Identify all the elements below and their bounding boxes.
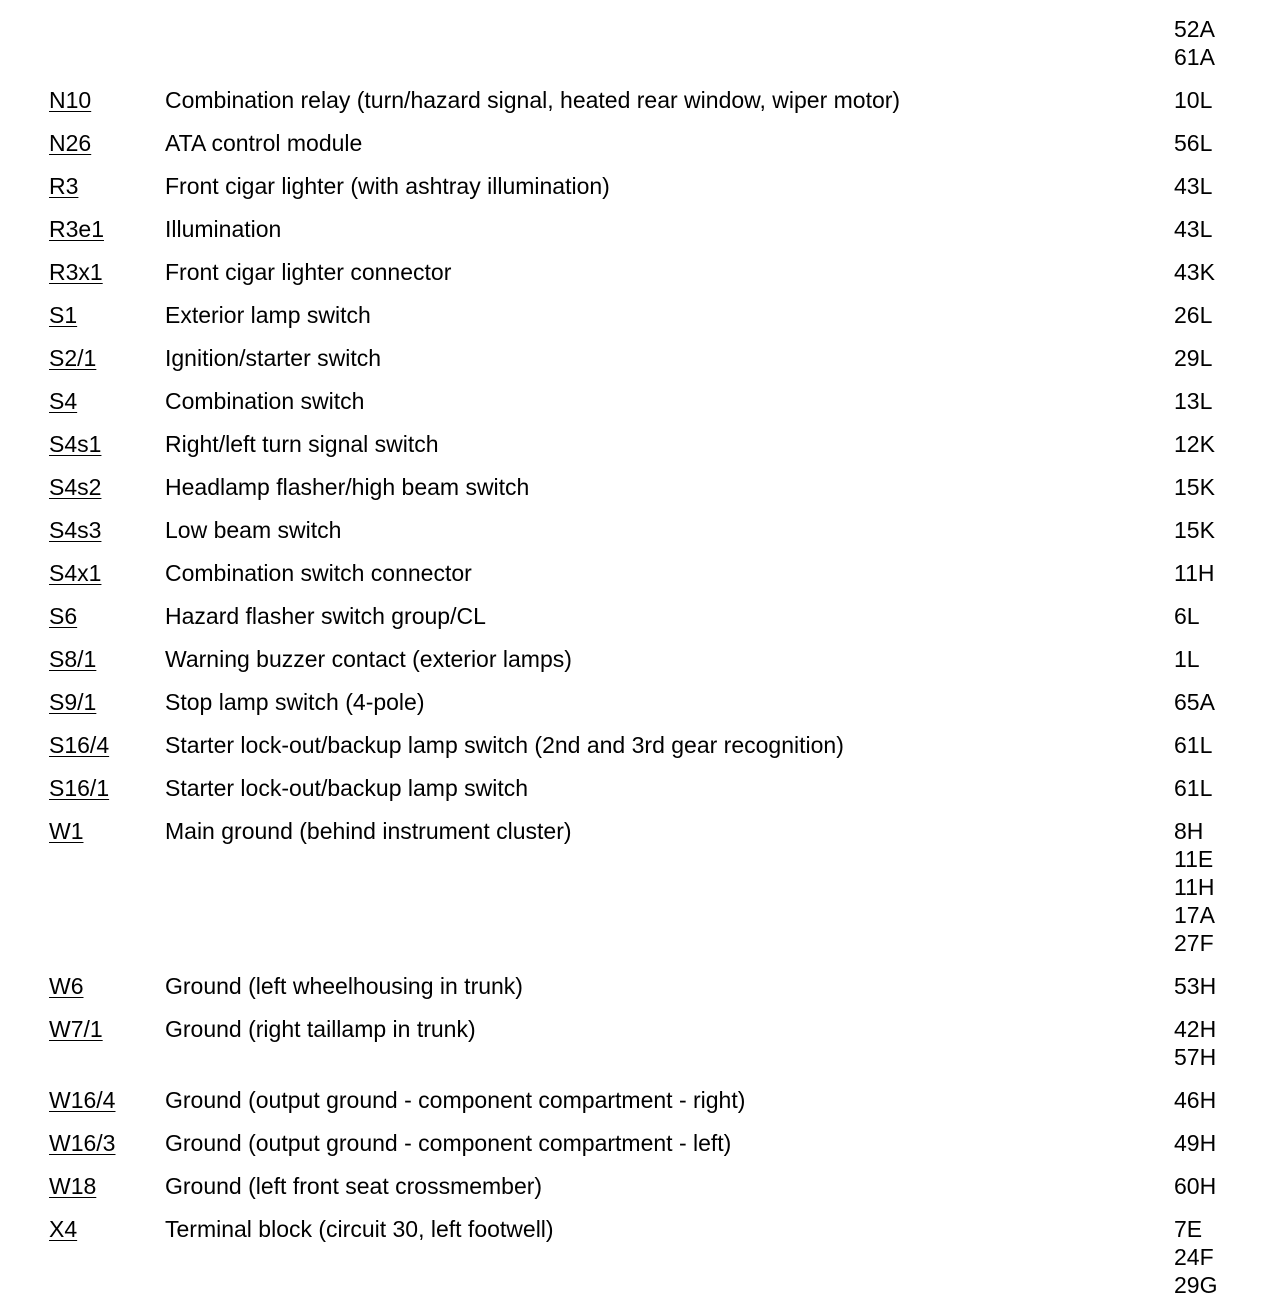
grid-refs bbox=[1174, 1129, 1264, 1157]
grid-ref: 43K bbox=[1174, 259, 1215, 285]
legend-row bbox=[0, 1172, 1280, 1200]
component-code: W18 bbox=[49, 1173, 97, 1199]
grid-refs bbox=[1174, 516, 1264, 544]
legend-row bbox=[0, 387, 1280, 415]
grid-ref: 61L bbox=[1174, 775, 1213, 801]
legend-row bbox=[0, 1129, 1280, 1157]
component-code: X4 bbox=[49, 1216, 78, 1242]
continued-refs-row bbox=[0, 15, 1280, 71]
grid-ref: 6L bbox=[1174, 603, 1200, 629]
component-code: S4s3 bbox=[49, 517, 102, 543]
legend-row bbox=[0, 972, 1280, 1000]
grid-refs bbox=[1174, 1015, 1264, 1071]
grid-refs bbox=[1174, 258, 1264, 286]
component-code: S8/1 bbox=[49, 646, 97, 672]
grid-refs bbox=[1174, 731, 1264, 759]
grid-ref: 11H bbox=[1174, 560, 1215, 586]
component-code: S9/1 bbox=[49, 689, 97, 715]
grid-refs bbox=[1174, 602, 1264, 630]
legend-rows bbox=[0, 86, 1280, 1299]
grid-ref: 13L bbox=[1174, 388, 1213, 414]
legend-row bbox=[0, 1015, 1280, 1071]
legend-row bbox=[0, 602, 1280, 630]
component-code: S1 bbox=[49, 302, 78, 328]
component-code: W16/3 bbox=[49, 1130, 116, 1156]
grid-ref: 56L bbox=[1174, 130, 1213, 156]
component-description: Ground (right taillamp in trunk) bbox=[165, 1016, 476, 1042]
grid-refs bbox=[1174, 86, 1264, 114]
component-legend bbox=[0, 15, 1280, 1314]
component-code: S4s2 bbox=[49, 474, 102, 500]
component-code: S4s1 bbox=[49, 431, 102, 457]
component-description: Headlamp flasher/high beam switch bbox=[165, 474, 530, 500]
grid-ref: 60H bbox=[1174, 1173, 1217, 1199]
legend-row bbox=[0, 559, 1280, 587]
grid-ref: 57H bbox=[1174, 1044, 1217, 1070]
grid-ref: 43L bbox=[1174, 216, 1213, 242]
component-code: N10 bbox=[49, 87, 92, 113]
component-code: S4x1 bbox=[49, 560, 102, 586]
legend-row bbox=[0, 473, 1280, 501]
grid-ref: 49H bbox=[1174, 1130, 1217, 1156]
grid-ref: 1L bbox=[1174, 646, 1200, 672]
grid-refs bbox=[1174, 15, 1264, 71]
legend-row bbox=[0, 688, 1280, 716]
component-description: Terminal block (circuit 30, left footwell) bbox=[165, 1216, 554, 1242]
grid-refs bbox=[1174, 559, 1264, 587]
grid-refs bbox=[1174, 817, 1264, 957]
grid-ref: 15K bbox=[1174, 474, 1215, 500]
legend-row bbox=[0, 731, 1280, 759]
grid-ref: 61A bbox=[1174, 44, 1215, 70]
grid-ref: 26L bbox=[1174, 302, 1213, 328]
grid-refs bbox=[1174, 215, 1264, 243]
component-code: W7/1 bbox=[49, 1016, 103, 1042]
component-code: S6 bbox=[49, 603, 78, 629]
component-code: R3e1 bbox=[49, 216, 104, 242]
component-description: Ground (output ground - component compartment - right) bbox=[165, 1087, 746, 1113]
grid-ref: 46H bbox=[1174, 1087, 1217, 1113]
component-code: S2/1 bbox=[49, 345, 97, 371]
legend-row bbox=[0, 258, 1280, 286]
grid-refs bbox=[1174, 1172, 1264, 1200]
grid-ref: 27F bbox=[1174, 930, 1214, 956]
grid-refs bbox=[1174, 430, 1264, 458]
component-description: Starter lock-out/backup lamp switch bbox=[165, 775, 529, 801]
grid-ref: 61L bbox=[1174, 732, 1213, 758]
legend-row bbox=[0, 430, 1280, 458]
component-code: R3x1 bbox=[49, 259, 103, 285]
component-description: Illumination bbox=[165, 216, 282, 242]
grid-ref: 10L bbox=[1174, 87, 1213, 113]
component-description: Ignition/starter switch bbox=[165, 345, 382, 371]
legend-row bbox=[0, 129, 1280, 157]
grid-ref: 29G bbox=[1174, 1272, 1218, 1298]
grid-ref: 12K bbox=[1174, 431, 1215, 457]
component-code: R3 bbox=[49, 173, 79, 199]
grid-refs bbox=[1174, 645, 1264, 673]
component-code: S4 bbox=[49, 388, 78, 414]
component-code: N26 bbox=[49, 130, 92, 156]
component-description: Exterior lamp switch bbox=[165, 302, 371, 328]
component-description: Hazard flasher switch group/CL bbox=[165, 603, 486, 629]
component-description: Warning buzzer contact (exterior lamps) bbox=[165, 646, 572, 672]
legend-row bbox=[0, 1086, 1280, 1114]
component-description: Combination relay (turn/hazard signal, heated rear window, wiper motor) bbox=[165, 87, 901, 113]
legend-row bbox=[0, 301, 1280, 329]
component-code: S16/1 bbox=[49, 775, 110, 801]
grid-ref: 11H bbox=[1174, 874, 1215, 900]
grid-ref: 65A bbox=[1174, 689, 1215, 715]
component-description: Stop lamp switch (4-pole) bbox=[165, 689, 425, 715]
grid-ref: 24F bbox=[1174, 1244, 1214, 1270]
legend-row bbox=[0, 1215, 1280, 1299]
component-description: Main ground (behind instrument cluster) bbox=[165, 818, 572, 844]
grid-ref: 17A bbox=[1174, 902, 1215, 928]
grid-ref: 7E bbox=[1174, 1216, 1203, 1242]
component-description: Low beam switch bbox=[165, 517, 342, 543]
grid-ref: 52A bbox=[1174, 16, 1215, 42]
component-description: ATA control module bbox=[165, 130, 363, 156]
grid-ref: 15K bbox=[1174, 517, 1215, 543]
legend-row bbox=[0, 645, 1280, 673]
grid-refs bbox=[1174, 473, 1264, 501]
grid-ref: 53H bbox=[1174, 973, 1217, 999]
component-description: Combination switch connector bbox=[165, 560, 472, 586]
legend-row bbox=[0, 516, 1280, 544]
component-code: W16/4 bbox=[49, 1087, 116, 1113]
grid-refs bbox=[1174, 972, 1264, 1000]
component-description: Ground (left wheelhousing in trunk) bbox=[165, 973, 523, 999]
legend-row bbox=[0, 215, 1280, 243]
grid-ref: 8H bbox=[1174, 818, 1204, 844]
component-description: Right/left turn signal switch bbox=[165, 431, 439, 457]
component-description: Ground (output ground - component compartment - left) bbox=[165, 1130, 732, 1156]
component-description: Front cigar lighter (with ashtray illumination) bbox=[165, 173, 610, 199]
grid-ref: 11E bbox=[1174, 846, 1214, 872]
grid-ref: 42H bbox=[1174, 1016, 1217, 1042]
grid-refs bbox=[1174, 344, 1264, 372]
grid-refs bbox=[1174, 129, 1264, 157]
component-description: Ground (left front seat crossmember) bbox=[165, 1173, 543, 1199]
component-description: Front cigar lighter connector bbox=[165, 259, 452, 285]
grid-refs bbox=[1174, 688, 1264, 716]
grid-ref: 43L bbox=[1174, 173, 1213, 199]
grid-refs bbox=[1174, 387, 1264, 415]
grid-refs bbox=[1174, 1086, 1264, 1114]
component-description: Combination switch bbox=[165, 388, 365, 414]
component-code: W1 bbox=[49, 818, 84, 844]
legend-row bbox=[0, 344, 1280, 372]
component-description: Starter lock-out/backup lamp switch (2nd and 3rd gear recognition) bbox=[165, 732, 844, 758]
grid-refs bbox=[1174, 774, 1264, 802]
legend-row bbox=[0, 86, 1280, 114]
grid-refs bbox=[1174, 301, 1264, 329]
component-code: S16/4 bbox=[49, 732, 110, 758]
grid-refs bbox=[1174, 1215, 1264, 1299]
grid-refs bbox=[1174, 172, 1264, 200]
component-code: W6 bbox=[49, 973, 84, 999]
legend-row bbox=[0, 172, 1280, 200]
grid-ref: 29L bbox=[1174, 345, 1213, 371]
legend-row bbox=[0, 817, 1280, 957]
legend-row bbox=[0, 774, 1280, 802]
